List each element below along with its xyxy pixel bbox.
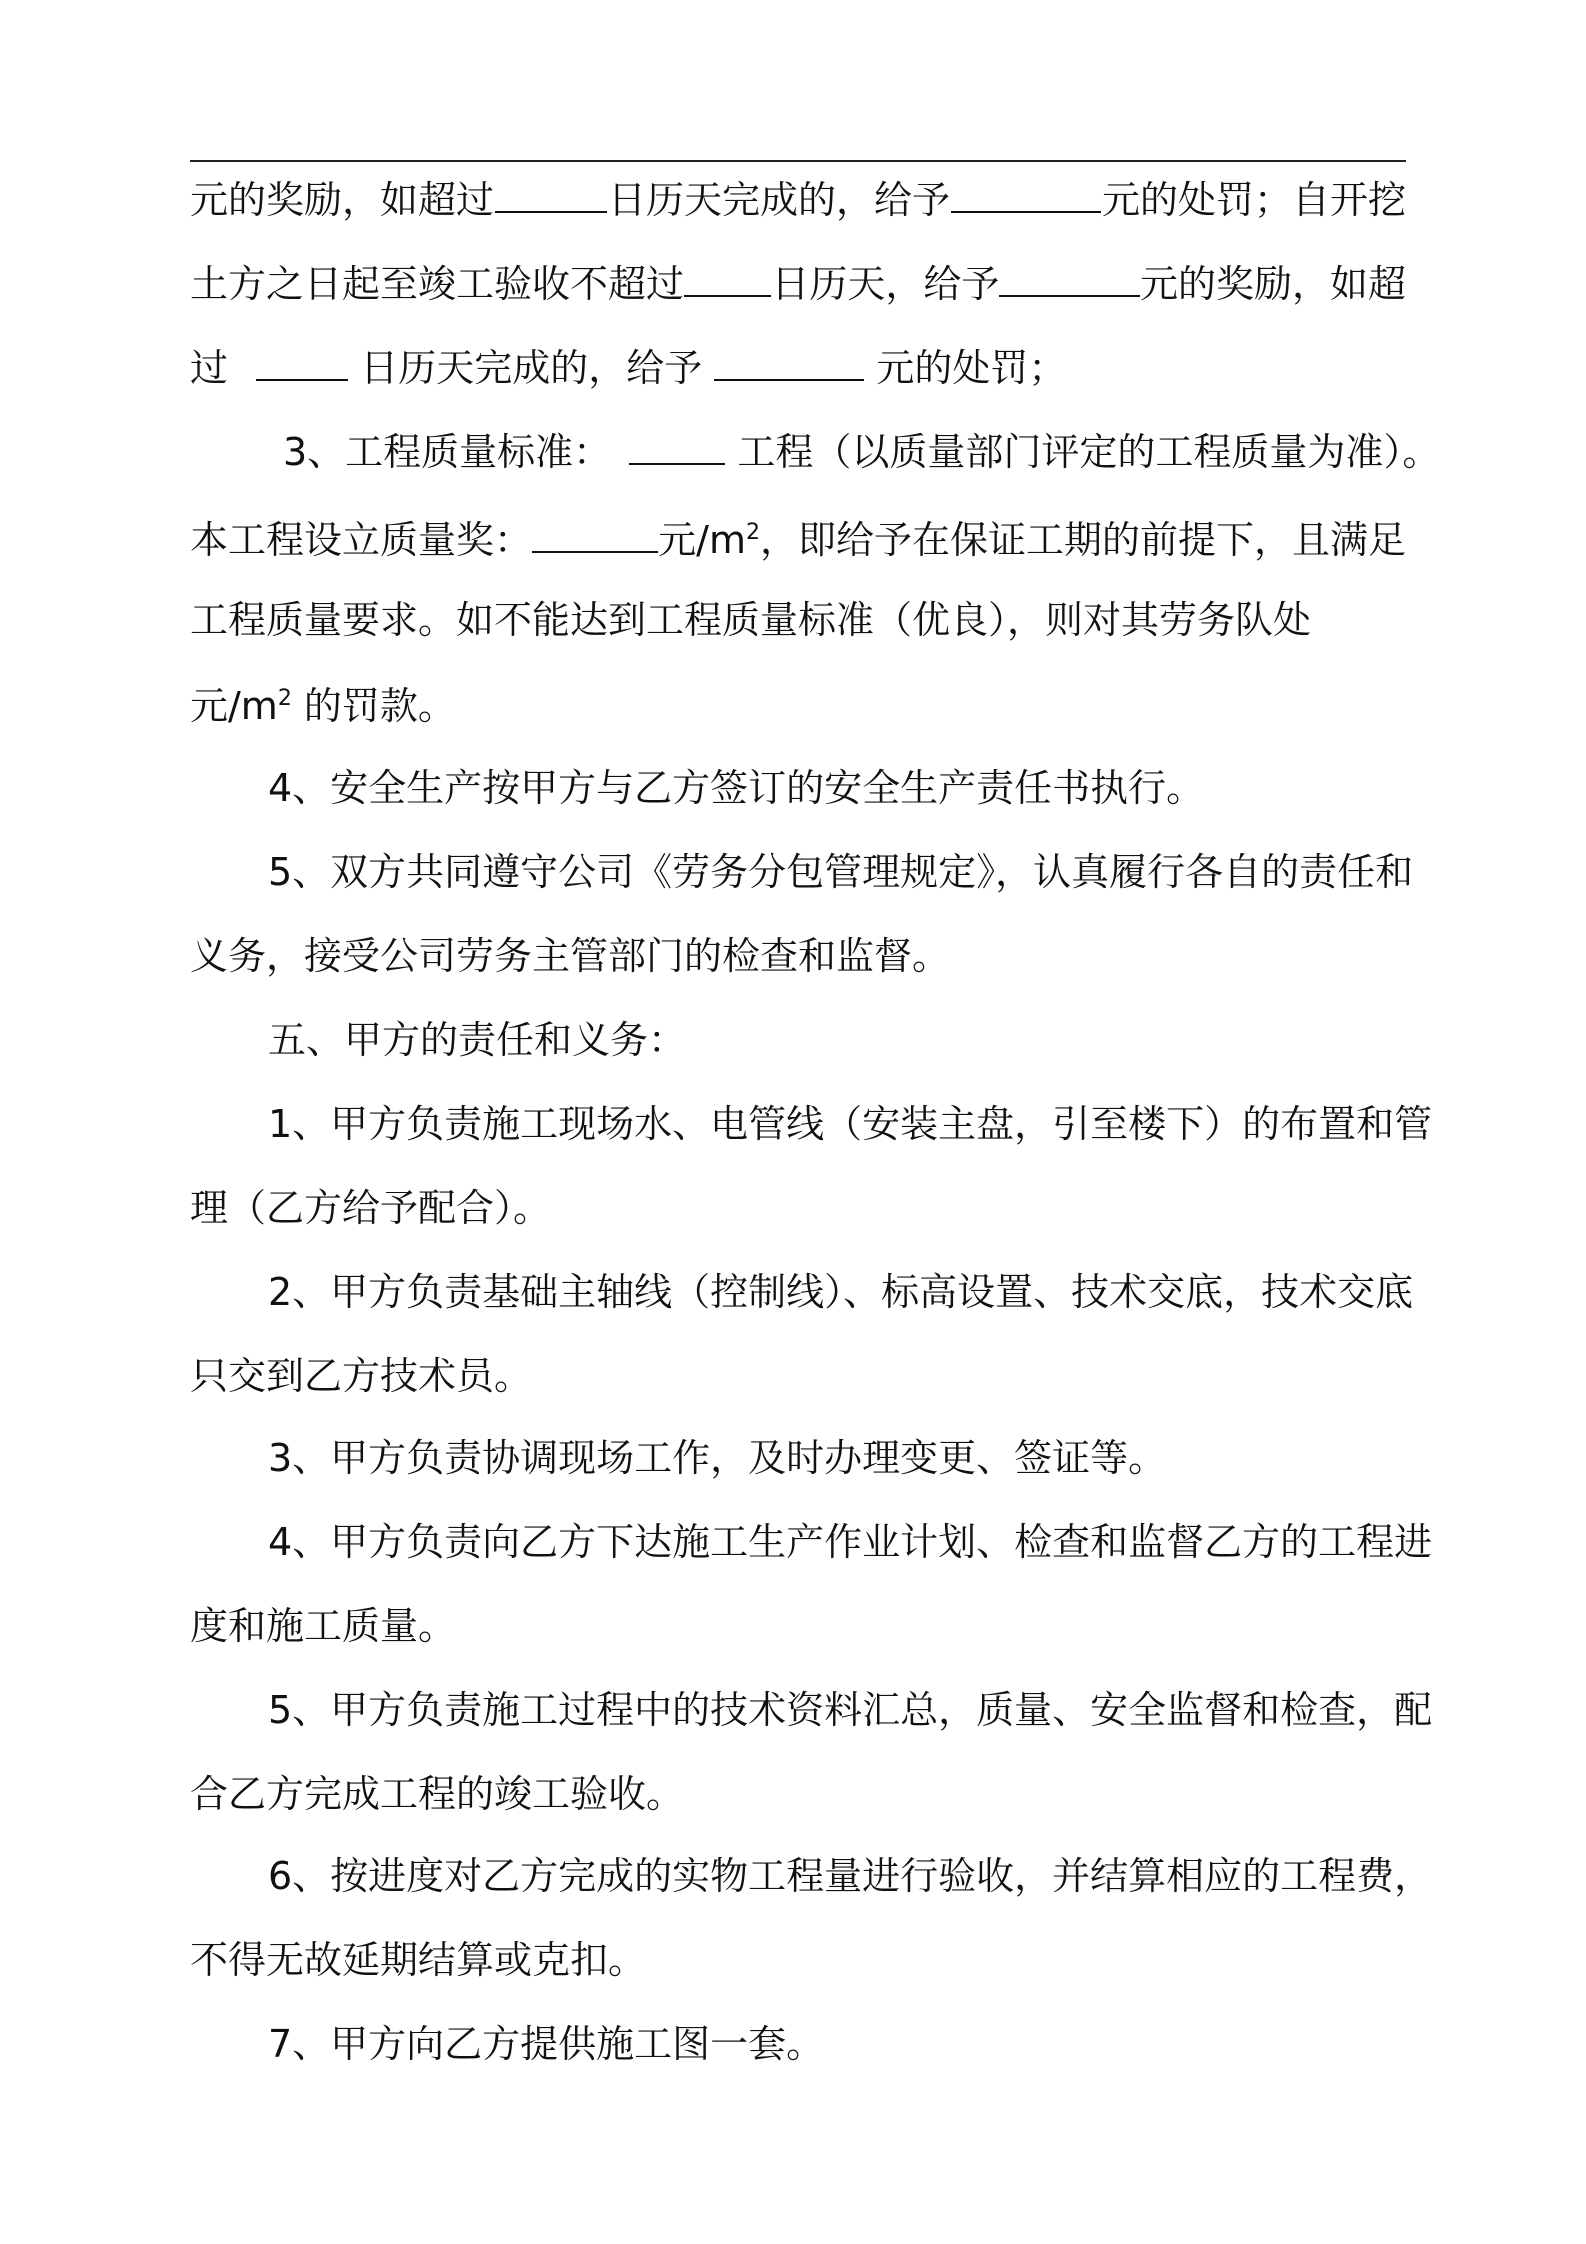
text-line <box>190 1346 1406 1406</box>
text-line <box>190 590 1406 650</box>
fill-blank <box>495 175 607 213</box>
fill-blank <box>684 259 771 297</box>
text-segment: 3、甲方负责协调现场工作，及时办理变更、签证等。 <box>268 1436 1167 1480</box>
text-segment: 4、甲方负责向乙方下达施工生产作业计划、检查和监督乙方的工程进 <box>268 1520 1433 1564</box>
text-line <box>268 1680 1433 1740</box>
text-line <box>268 1512 1433 1572</box>
text-segment: 不得无故延期结算或克扣。 <box>190 1938 647 1982</box>
text-line <box>190 338 1406 398</box>
fill-blank <box>256 343 348 381</box>
text-segment: 合乙方完成工程的竣工验收。 <box>190 1772 685 1816</box>
text-segment: 3、工程质量标准： <box>283 430 612 474</box>
fill-blank <box>629 427 725 465</box>
superscript: 2 <box>277 686 292 711</box>
fill-blank <box>951 175 1101 213</box>
text-segment: 五、甲方的责任和义务： <box>268 1018 687 1062</box>
text-segment: 日历天完成的，给予 <box>607 178 950 222</box>
text-segment: 5、双方共同遵守公司《劳务分包管理规定》，认真履行各自的责任和 <box>268 850 1414 894</box>
text-segment: 日历天完成的，给予 <box>360 346 703 390</box>
text-segment: 义务，接受公司劳务主管部门的检查和监督。 <box>190 934 951 978</box>
text-line <box>268 1846 1433 1906</box>
text-line <box>190 170 1406 230</box>
text-segment: 1、甲方负责施工现场水、电管线（安装主盘，引至楼下）的布置和管 <box>268 1102 1433 1146</box>
fill-blank <box>999 259 1140 297</box>
text-segment: 过 <box>190 346 229 390</box>
text-segment: 2、甲方负责基础主轴线（控制线）、标高设置、技术交底，技术交底 <box>268 1270 1414 1314</box>
text-line <box>190 1178 1406 1238</box>
superscript: 2 <box>745 520 760 545</box>
text-segment: ，即给予在保证工期的前提下，且满足 <box>759 518 1406 562</box>
text-segment: 元/m <box>658 518 746 562</box>
text-segment: 只交到乙方技术员。 <box>190 1354 533 1398</box>
text-segment: 元的处罚；自开挖 <box>1101 178 1406 222</box>
text-segment: 日历天，给予 <box>771 262 1000 306</box>
text-line <box>190 254 1406 314</box>
text-segment: 4、安全生产按甲方与乙方签订的安全生产责任书执行。 <box>268 766 1205 810</box>
text-segment: 工程（以质量部门评定的工程质量为准）。 <box>737 430 1441 474</box>
text-segment: 土方之日起至竣工验收不超过 <box>190 262 685 306</box>
text-segment: 的罚款。 <box>291 684 456 728</box>
text-segment: 5、甲方负责施工过程中的技术资料汇总，质量、安全监督和检查，配 <box>268 1688 1433 1732</box>
text-line <box>268 1262 1414 1322</box>
fill-blank <box>714 343 864 381</box>
fill-blank <box>532 515 658 553</box>
text-line <box>190 510 1406 570</box>
text-segment: 度和施工质量。 <box>190 1604 457 1648</box>
text-segment: 工程质量要求。如不能达到工程质量标准（优良），则对其劳务队处 <box>190 598 1312 642</box>
text-line <box>268 2014 1406 2074</box>
text-line <box>268 1094 1433 1154</box>
text-segment: 元/m <box>190 684 278 728</box>
section-heading <box>268 1010 1406 1070</box>
text-segment: 本工程设立质量奖： <box>190 518 533 562</box>
text-segment: 7、甲方向乙方提供施工图一套。 <box>268 2022 825 2066</box>
text-line <box>190 1764 1406 1824</box>
text-line <box>190 926 1406 986</box>
header-rule <box>190 160 1406 162</box>
text-segment: 6、按进度对乙方完成的实物工程量进行验收，并结算相应的工程费， <box>268 1854 1433 1898</box>
text-segment: 元的处罚； <box>876 346 1067 390</box>
text-line <box>268 1428 1406 1488</box>
text-segment: 元的奖励，如超 <box>1139 262 1406 306</box>
text-line <box>190 676 1406 736</box>
text-line <box>268 758 1406 818</box>
text-line <box>268 842 1414 902</box>
text-line <box>190 1930 1406 1990</box>
unit-text <box>658 510 760 570</box>
text-segment: 理（乙方给予配合）。 <box>190 1186 552 1230</box>
text-segment: 元的奖励，如超过 <box>190 178 495 222</box>
text-line <box>283 422 1441 482</box>
text-line <box>190 1596 1406 1656</box>
